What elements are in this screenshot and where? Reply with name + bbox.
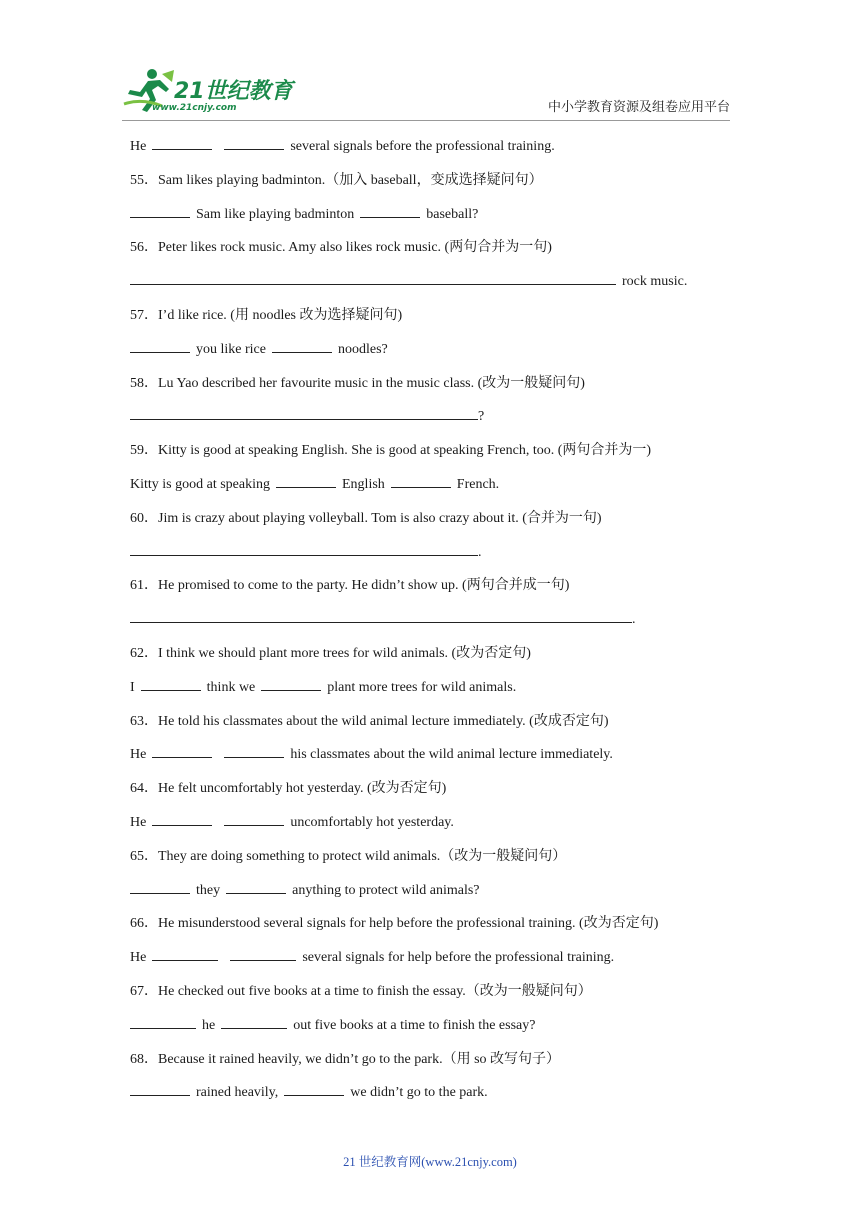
answer-line: [130, 271, 730, 305]
answer-blank[interactable]: [272, 339, 332, 353]
answer-blank[interactable]: [226, 880, 286, 894]
answer-line: [130, 339, 730, 373]
answer-text: Kitty is good at speaking: [130, 476, 270, 492]
answer-text: .: [632, 612, 636, 628]
page-header: [0, 0, 860, 125]
answer-text: He: [130, 747, 147, 763]
answer-text: He: [130, 950, 147, 966]
answer-blank[interactable]: [224, 812, 284, 826]
answer-line: [130, 204, 730, 238]
answer-text: you like rice: [196, 341, 266, 357]
question-57: 57．I’d like rice. (用 noodles 改为选择疑问句): [130, 307, 403, 323]
answer-blank[interactable]: [230, 947, 296, 961]
site-logo[interactable]: [122, 68, 292, 118]
answer-blank[interactable]: [391, 474, 451, 488]
answer-blank[interactable]: [224, 744, 284, 758]
answer-text: He: [130, 139, 147, 154]
logo-text: 21世纪教育: [174, 79, 293, 104]
header-divider: [122, 120, 730, 121]
answer-blank[interactable]: [130, 542, 478, 556]
answer-text: he: [202, 1017, 216, 1033]
question-66: 66．He misunderstood several signals for help before the professional training. (改为否定句): [130, 916, 659, 932]
answer-blank[interactable]: [130, 609, 632, 623]
question-68: 68．Because it rained heavily, we didn’t go to the park.（用 so 改写句子）: [130, 1051, 561, 1067]
answer-line: [130, 880, 730, 914]
answer-text: I: [130, 679, 135, 695]
question-55: 55．Sam likes playing badminton.（加入 baseball，变成选择疑问句）: [130, 172, 543, 188]
answer-text: French.: [456, 476, 500, 492]
answer-text: baseball?: [426, 206, 479, 222]
answer-blank[interactable]: [130, 204, 190, 218]
answer-line: [130, 1082, 730, 1116]
answer-line: [130, 136, 730, 170]
page-footer[interactable]: 21 世纪教育网(www.21cnjy.com): [343, 1155, 517, 1169]
answer-text: plant more trees for wild animals.: [327, 679, 517, 695]
answer-text: rained heavily,: [196, 1085, 279, 1101]
answer-blank[interactable]: [130, 271, 616, 285]
answer-blank[interactable]: [152, 947, 218, 961]
answer-blank[interactable]: [152, 812, 212, 826]
question-59: 59．Kitty is good at speaking English. She is good at speaking French, too. (两句合并为一): [130, 443, 652, 459]
answer-blank[interactable]: [130, 1015, 196, 1029]
logo-url: www.21cnjy.com: [152, 103, 237, 113]
answer-text: English: [342, 476, 385, 492]
answer-line: [130, 609, 730, 643]
answer-line: [130, 1015, 730, 1049]
answer-text: think we: [206, 679, 256, 695]
answer-blank[interactable]: [130, 339, 190, 353]
answer-blank[interactable]: [221, 1015, 287, 1029]
answer-line: [130, 947, 730, 981]
answer-blank[interactable]: [224, 136, 284, 150]
answer-blank[interactable]: [284, 1082, 344, 1096]
answer-line: [130, 542, 730, 576]
answer-blank[interactable]: [261, 677, 321, 691]
answer-blank[interactable]: [130, 1082, 190, 1096]
answer-line: [130, 406, 730, 440]
answer-text: ?: [478, 409, 485, 425]
answer-line: [130, 744, 730, 778]
answer-blank[interactable]: [130, 406, 478, 420]
answer-text: rock music.: [622, 274, 688, 290]
question-65: 65．They are doing something to protect wild animals.（改为一般疑问句）: [130, 848, 567, 864]
answer-text: several signals for help before the professional training.: [302, 950, 615, 966]
answer-text: noodles?: [337, 341, 388, 357]
question-58: 58．Lu Yao described her favourite music in the music class. (改为一般疑问句): [130, 375, 585, 391]
answer-blank[interactable]: [130, 880, 190, 894]
header-tagline: 中小学教育资源及组卷应用平台: [547, 99, 730, 114]
answer-blank[interactable]: [152, 744, 212, 758]
answer-blank[interactable]: [152, 136, 212, 150]
answer-text: his classmates about the wild animal lecture immediately.: [290, 747, 613, 763]
answer-text: out five books at a time to finish the essay?: [293, 1017, 536, 1033]
answer-line: [130, 474, 730, 508]
answer-text: they: [196, 882, 221, 898]
answer-line: [130, 812, 730, 846]
answer-blank[interactable]: [141, 677, 201, 691]
answer-text: .: [478, 544, 482, 560]
question-64: 64．He felt uncomfortably hot yesterday. (改为否定句): [130, 781, 447, 797]
answer-text: we didn’t go to the park.: [350, 1085, 488, 1101]
question-60: 60．Jim is crazy about playing volleyball. Tom is also crazy about it. (合并为一句): [130, 510, 602, 526]
question-62: 62．I think we should plant more trees for wild animals. (改为否定句): [130, 645, 531, 661]
answer-text: several signals before the professional training.: [290, 139, 555, 154]
answer-blank[interactable]: [276, 474, 336, 488]
question-61: 61．He promised to come to the party. He didn’t show up. (两句合并成一句): [130, 578, 570, 594]
question-63: 63．He told his classmates about the wild animal lecture immediately. (改成否定句): [130, 713, 609, 729]
question-56: 56．Peter likes rock music. Amy also likes rock music. (两句合并为一句): [130, 240, 552, 256]
answer-text: Sam like playing badminton: [196, 206, 355, 222]
question-67: 67．He checked out five books at a time to finish the essay.（改为一般疑问句）: [130, 983, 592, 999]
answer-text: anything to protect wild animals?: [292, 882, 480, 898]
answer-text: He: [130, 814, 147, 830]
answer-text: uncomfortably hot yesterday.: [290, 814, 454, 830]
answer-line: [130, 677, 730, 711]
exercise-content: [130, 136, 730, 1116]
answer-blank[interactable]: [360, 204, 420, 218]
